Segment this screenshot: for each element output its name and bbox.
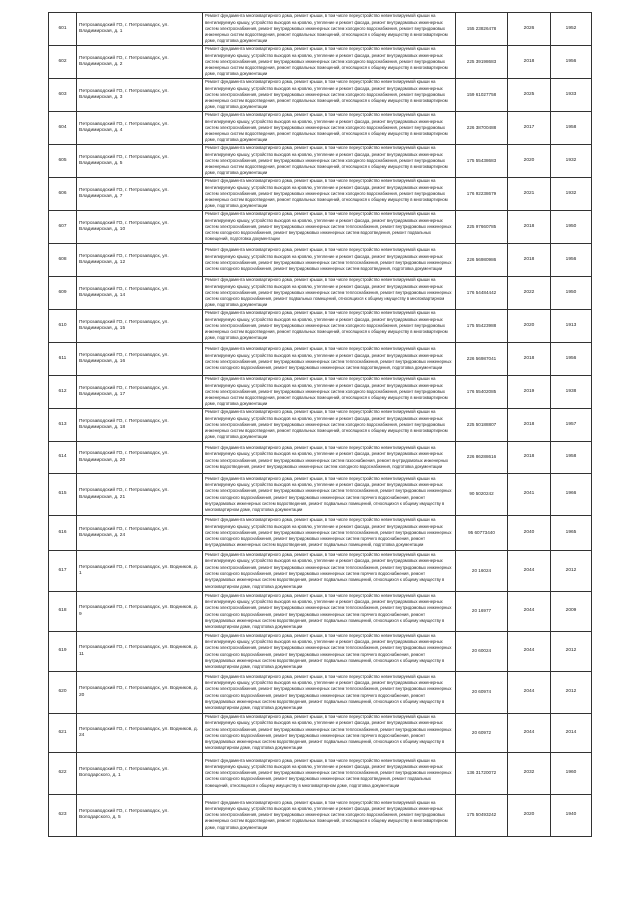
row-number: 610 bbox=[49, 310, 77, 343]
planned-year-cell: 2018 bbox=[508, 211, 551, 244]
cost-cell: 20 60972 bbox=[456, 714, 508, 753]
row-number: 618 bbox=[49, 592, 77, 632]
built-year-cell: 1965 bbox=[551, 516, 592, 551]
planned-year-cell: 2044 bbox=[508, 632, 551, 672]
planned-year-cell: 2020 bbox=[508, 145, 551, 178]
planned-year-cell: 2044 bbox=[508, 714, 551, 753]
cost-cell: 20 60024 bbox=[456, 632, 508, 672]
planned-year-cell: 2022 bbox=[508, 277, 551, 310]
works-cell: Ремонт фундамента многоквартирного дома, ремонт крыши, в том числе переустройство невентилируемой крыши на вентилируемую крышу, устройство выходов на кровлю, утепление и ремонт фасада, ремонт внутридомовых инженерных систем электроснабжения, ремонт внутридомовых инженерных систем холодного водоснабжения, ремонт внутридомовых инженерных систем водоотведения, ремонт подвальных помещений, относящихся к общему имуществу в многоквартирном доме, подготовка документации bbox=[203, 112, 456, 145]
table-row bbox=[49, 277, 592, 310]
planned-year-cell: 2044 bbox=[508, 592, 551, 632]
cost-cell: 226 86288616 bbox=[456, 442, 508, 474]
built-year-cell: 1956 bbox=[551, 244, 592, 277]
address-cell: Петрозаводский ГО, г. Петрозаводск, ул. Володарского, д. 1 bbox=[77, 752, 203, 794]
cost-cell: 175 55438683 bbox=[456, 145, 508, 178]
built-year-cell: 1952 bbox=[551, 13, 592, 46]
table-row bbox=[49, 310, 592, 343]
works-cell: Ремонт фундамента многоквартирного дома, ремонт крыши, в том числе переустройство невентилируемой крыши на вентилируемую крышу, устройство выходов на кровлю, утепление и ремонт фасада, ремонт внутридомовых инженерных систем электроснабжения, ремонт внутридомовых инженерных систем холодного водоснабжения, ремонт внутридомовых инженерных систем водоотведения, ремонт подвальных помещений, относящихся к общему имуществу в многоквартирном доме, подготовка документации bbox=[203, 794, 456, 836]
address-cell: Петрозаводский ГО, г. Петрозаводск, ул. Водников, д. 24 bbox=[77, 714, 203, 753]
cost-cell: 225 39198683 bbox=[456, 46, 508, 79]
built-year-cell: 1950 bbox=[551, 277, 592, 310]
works-cell: Ремонт фундамента многоквартирного дома, ремонт крыши, в том числе переустройство невентилируемой крыши на вентилируемую крышу, устройство выходов на кровлю, утепление и ремонт фасада, ремонт внутридомовых инженерных систем электроснабжения, ремонт внутридомовых инженерных систем теплоснабжения, ремонт внутридомовых инженерных систем холодного водоснабжения, ремонт внутридомовых инженерных систем горячего водоснабжения, ремонт внутридомовых инженерных систем водоотведения, ремонт подвальных помещений, относящихся к общему имуществу в многоквартирном доме, подготовка документации bbox=[203, 592, 456, 632]
row-number: 621 bbox=[49, 714, 77, 753]
table-row bbox=[49, 672, 592, 714]
row-number: 613 bbox=[49, 409, 77, 442]
planned-year-cell: 2044 bbox=[508, 551, 551, 592]
table-row bbox=[49, 211, 592, 244]
works-cell: Ремонт фундамента многоквартирного дома, ремонт крыши, в том числе переустройство невентилируемой крыши на вентилируемую крышу, устройство выходов на кровлю, утепление и ремонт фасада, ремонт внутридомовых инженерных систем электроснабжения, ремонт внутридомовых инженерных систем теплоснабжения, ремонт внутридомовых инженерных систем холодного водоснабжения, ремонт подвальных помещений, относящихся к общему имуществу в многоквартирном доме, подготовка документации bbox=[203, 277, 456, 310]
repair-program-table bbox=[48, 12, 592, 837]
address-cell: Петрозаводский ГО, г. Петрозаводск, ул. Владимирская, д. 4 bbox=[77, 112, 203, 145]
cost-cell: 175 50493242 bbox=[456, 794, 508, 836]
row-number: 614 bbox=[49, 442, 77, 474]
table-row bbox=[49, 442, 592, 474]
cost-cell: 225 50188807 bbox=[456, 409, 508, 442]
table-row bbox=[49, 343, 592, 376]
row-number: 604 bbox=[49, 112, 77, 145]
address-cell: Петрозаводский ГО, г. Петрозаводск, ул. Водников, д. 9 bbox=[77, 592, 203, 632]
works-cell: Ремонт фундамента многоквартирного дома, ремонт крыши, в том числе переустройство невентилируемой крыши на вентилируемую крышу, устройство выходов на кровлю, утепление и ремонт фасада, ремонт внутридомовых инженерных систем электроснабжения, ремонт внутридомовых инженерных систем холодного водоснабжения, ремонт внутридомовых инженерных систем водоотведения, ремонт подвальных помещений, относящихся к общему имуществу в многоквартирном доме, подготовка документации bbox=[203, 376, 456, 409]
works-cell: Ремонт фундамента многоквартирного дома, ремонт крыши, в том числе переустройство невентилируемой крыши на вентилируемую крышу, устройство выходов на кровлю, утепление и ремонт фасада, ремонт внутридомовых инженерных систем электроснабжения, ремонт внутридомовых инженерных систем теплоснабжения, ремонт внутридомовых инженерных систем холодного водоснабжения, ремонт внутридомовых инженерных систем горячего водоснабжения, ремонт внутридомовых инженерных систем водоотведения, ремонт подвальных помещений, относящихся к общему имуществу в многоквартирном доме, подготовка документации bbox=[203, 672, 456, 714]
table-row bbox=[49, 376, 592, 409]
cost-cell: 176 55402085 bbox=[456, 376, 508, 409]
works-cell: Ремонт фундамента многоквартирного дома, ремонт крыши, в том числе переустройство невентилируемой крыши на вентилируемую крышу, устройство выходов на кровлю, утепление и ремонт фасада, ремонт внутридомовых инженерных систем электроснабжения, ремонт внутридомовых инженерных систем холодного водоснабжения, ремонт внутридомовых инженерных систем водоотведения, ремонт подвальных помещений, относящихся к общему имуществу в многоквартирном доме, подготовка документации bbox=[203, 409, 456, 442]
works-cell: Ремонт фундамента многоквартирного дома, ремонт крыши, в том числе переустройство невентилируемой крыши на вентилируемую крышу, устройство выходов на кровлю, утепление и ремонт фасада, ремонт внутридомовых инженерных систем электроснабжения, ремонт внутридомовых инженерных систем теплоснабжения, ремонт внутридомовых инженерных систем холодного водоснабжения, ремонт внутридомовых инженерных систем горячего водоснабжения, ремонт внутридомовых инженерных систем водоотведения, ремонт подвальных помещений, относящихся к общему имуществу в многоквартирном доме, подготовка документации bbox=[203, 632, 456, 672]
cost-cell: 175 55423988 bbox=[456, 310, 508, 343]
planned-year-cell: 2018 bbox=[508, 409, 551, 442]
built-year-cell: 1940 bbox=[551, 794, 592, 836]
table-row bbox=[49, 714, 592, 753]
address-cell: Петрозаводский ГО, г. Петрозаводск, ул. Водников, д. 11 bbox=[77, 632, 203, 672]
cost-cell: 20 16977 bbox=[456, 592, 508, 632]
planned-year-cell: 2026 bbox=[508, 13, 551, 46]
table-row bbox=[49, 178, 592, 211]
address-cell: Петрозаводский ГО, г. Петрозаводск, ул. Владимирская, д. 5 bbox=[77, 145, 203, 178]
built-year-cell: 1950 bbox=[551, 211, 592, 244]
table-row bbox=[49, 244, 592, 277]
planned-year-cell: 2020 bbox=[508, 310, 551, 343]
planned-year-cell: 2044 bbox=[508, 672, 551, 714]
built-year-cell: 1958 bbox=[551, 442, 592, 474]
works-cell: Ремонт фундамента многоквартирного дома, ремонт крыши, в том числе переустройство невентилируемой крыши на вентилируемую крышу, устройство выходов на кровлю, утепление и ремонт фасада, ремонт внутридомовых инженерных систем электроснабжения, ремонт внутридомовых инженерных систем теплоснабжения, ремонт внутридомовых инженерных систем холодного водоснабжения, ремонт внутридомовых инженерных систем водоотведения, подготовка документации bbox=[203, 244, 456, 277]
address-cell: Петрозаводский ГО, г. Петрозаводск, ул. Владимирская, д. 2 bbox=[77, 46, 203, 79]
table-row bbox=[49, 632, 592, 672]
address-cell: Петрозаводский ГО, г. Петрозаводск, ул. Владимирская, д. 18 bbox=[77, 409, 203, 442]
row-number: 619 bbox=[49, 632, 77, 672]
table-row bbox=[49, 752, 592, 794]
row-number: 617 bbox=[49, 551, 77, 592]
works-cell: Ремонт фундамента многоквартирного дома, ремонт крыши, в том числе переустройство невентилируемой крыши на вентилируемую крышу, устройство выходов на кровлю, утепление и ремонт фасада, ремонт внутридомовых инженерных систем электроснабжения, ремонт внутридомовых инженерных систем газоснабжения, ремонт внутридомовых инженерных систем водоотведения, ремонт внутридомовых инженерных систем холодного водоснабжения, подготовка документации bbox=[203, 442, 456, 474]
planned-year-cell: 2019 bbox=[508, 376, 551, 409]
address-cell: Петрозаводский ГО, г. Петрозаводск, ул. Владимирская, д. 7 bbox=[77, 178, 203, 211]
planned-year-cell: 2018 bbox=[508, 46, 551, 79]
works-cell: Ремонт фундамента многоквартирного дома, ремонт крыши, в том числе переустройство невентилируемой крыши на вентилируемую крышу, устройство выходов на кровлю, утепление и ремонт фасада, ремонт внутридомовых инженерных систем электроснабжения, ремонт внутридомовых инженерных систем теплоснабжения, ремонт внутридомовых инженерных систем холодного водоснабжения, ремонт внутридомовых инженерных систем горячего водоснабжения, ремонт внутридомовых инженерных систем водоотведения, ремонт подвальных помещений, относящихся к общему имуществу в многоквартирном доме, подготовка документации bbox=[203, 714, 456, 753]
planned-year-cell: 2018 bbox=[508, 343, 551, 376]
cost-cell: 226 56987041 bbox=[456, 343, 508, 376]
works-cell: Ремонт фундамента многоквартирного дома, ремонт крыши, в том числе переустройство невентилируемой крыши на вентилируемую крышу, устройство выходов на кровлю, утепление и ремонт фасада, ремонт внутридомовых инженерных систем электроснабжения, ремонт внутридомовых инженерных систем холодного водоснабжения, ремонт внутридомовых инженерных систем водоотведения, ремонт подвальных помещений, относящихся к общему имуществу в многоквартирном доме, подготовка документации bbox=[203, 178, 456, 211]
address-cell: Петрозаводский ГО, г. Петрозаводск, ул. Владимирская, д. 17 bbox=[77, 376, 203, 409]
cost-cell: 159 61027758 bbox=[456, 79, 508, 112]
built-year-cell: 1956 bbox=[551, 343, 592, 376]
row-number: 601 bbox=[49, 13, 77, 46]
table-row bbox=[49, 551, 592, 592]
address-cell: Петрозаводский ГО, г. Петрозаводск, ул. Владимирская, д. 10 bbox=[77, 211, 203, 244]
row-number: 611 bbox=[49, 343, 77, 376]
works-cell: Ремонт фундамента многоквартирного дома, ремонт крыши, в том числе переустройство невентилируемой крыши на вентилируемую крышу, устройство выходов на кровлю, утепление и ремонт фасада, ремонт внутридомовых инженерных систем электроснабжения, ремонт внутридомовых инженерных систем холодного водоснабжения, ремонт внутридомовых инженерных систем водоотведения, ремонт подвальных помещений, относящихся к общему имуществу в многоквартирном доме, подготовка документации bbox=[203, 310, 456, 343]
built-year-cell: 1932 bbox=[551, 145, 592, 178]
address-cell: Петрозаводский ГО, г. Петрозаводск, ул. Владимирская, д. 20 bbox=[77, 442, 203, 474]
cost-cell: 226 38700488 bbox=[456, 112, 508, 145]
built-year-cell: 1966 bbox=[551, 474, 592, 516]
cost-cell: 95 60773440 bbox=[456, 516, 508, 551]
table-row bbox=[49, 794, 592, 836]
row-number: 606 bbox=[49, 178, 77, 211]
built-year-cell: 1932 bbox=[551, 178, 592, 211]
cost-cell: 176 54484442 bbox=[456, 277, 508, 310]
built-year-cell: 2014 bbox=[551, 714, 592, 753]
address-cell: Петрозаводский ГО, г. Петрозаводск, ул. Водников, д. 20 bbox=[77, 672, 203, 714]
row-number: 620 bbox=[49, 672, 77, 714]
planned-year-cell: 2040 bbox=[508, 516, 551, 551]
table-row bbox=[49, 592, 592, 632]
row-number: 622 bbox=[49, 752, 77, 794]
built-year-cell: 2012 bbox=[551, 672, 592, 714]
table-row bbox=[49, 409, 592, 442]
cost-cell: 20 16024 bbox=[456, 551, 508, 592]
works-cell: Ремонт фундамента многоквартирного дома, ремонт крыши, в том числе переустройство невентилируемой крыши на вентилируемую крышу, устройство выходов на кровлю, утепление и ремонт фасада, ремонт внутридомовых инженерных систем электроснабжения, ремонт внутридомовых инженерных систем теплоснабжения, ремонт внутридомовых инженерных систем холодного водоснабжения, ремонт внутридомовых инженерных систем водоотведения, ремонт подвальных помещений, подготовка документации bbox=[203, 211, 456, 244]
works-cell: Ремонт фундамента многоквартирного дома, ремонт крыши, в том числе переустройство невентилируемой крыши на вентилируемую крышу, устройство выходов на кровлю, утепление и ремонт фасада, ремонт внутридомовых инженерных систем электроснабжения, ремонт внутридомовых инженерных систем холодного водоснабжения, ремонт внутридомовых инженерных систем водоотведения, ремонт подвальных помещений, относящихся к общему имуществу в многоквартирном доме, подготовка документации bbox=[203, 79, 456, 112]
works-cell: Ремонт фундамента многоквартирного дома, ремонт крыши, в том числе переустройство невентилируемой крыши на вентилируемую крышу, устройство выходов на кровлю, утепление и ремонт фасада, ремонт внутридомовых инженерных систем электроснабжения, ремонт внутридомовых инженерных систем холодного водоснабжения, ремонт внутридомовых инженерных систем водоотведения, ремонт подвальных помещений, относящихся к общему имуществу в многоквартирном доме, подготовка документации bbox=[203, 46, 456, 79]
address-cell: Петрозаводский ГО, г. Петрозаводск, ул. Владимирская, д. 1 bbox=[77, 13, 203, 46]
row-number: 608 bbox=[49, 244, 77, 277]
built-year-cell: 1957 bbox=[551, 409, 592, 442]
address-cell: Петрозаводский ГО, г. Петрозаводск, ул. Владимирская, д. 15 bbox=[77, 310, 203, 343]
cost-cell: 155 23826478 bbox=[456, 13, 508, 46]
table-body bbox=[49, 13, 592, 837]
table-row bbox=[49, 112, 592, 145]
works-cell: Ремонт фундамента многоквартирного дома, ремонт крыши, в том числе переустройство невентилируемой крыши на вентилируемую крышу, устройство выходов на кровлю, утепление и ремонт фасада, ремонт внутридомовых инженерных систем электроснабжения, ремонт внутридомовых инженерных систем холодного водоснабжения, ремонт внутридомовых инженерных систем водоотведения, ремонт подвальных помещений, относящихся к общему имуществу в многоквартирном доме, подготовка документации bbox=[203, 145, 456, 178]
works-cell: Ремонт фундамента многоквартирного дома, ремонт крыши, в том числе переустройство невентилируемой крыши на вентилируемую крышу, устройство выходов на кровлю, утепление и ремонт фасада, ремонт внутридомовых инженерных систем электроснабжения, ремонт внутридомовых инженерных систем теплоснабжения, ремонт внутридомовых инженерных систем холодного водоснабжения, ремонт внутридомовых инженерных систем горячего водоснабжения, ремонт внутридомовых инженерных систем водоотведения, ремонт подвальных помещений, относящихся к общему имуществу в многоквартирном доме, подготовка документации bbox=[203, 551, 456, 592]
cost-cell: 226 56980986 bbox=[456, 244, 508, 277]
row-number: 607 bbox=[49, 211, 77, 244]
built-year-cell: 2009 bbox=[551, 592, 592, 632]
built-year-cell: 1933 bbox=[551, 79, 592, 112]
table-row bbox=[49, 79, 592, 112]
planned-year-cell: 2018 bbox=[508, 244, 551, 277]
cost-cell: 225 97660785 bbox=[456, 211, 508, 244]
works-cell: Ремонт фундамента многоквартирного дома, ремонт крыши, в том числе переустройство невентилируемой крыши на вентилируемую крышу, устройство выходов на кровлю, утепление и ремонт фасада, ремонт внутридомовых инженерных систем электроснабжения, ремонт внутридомовых инженерных систем теплоснабжения, ремонт внутридомовых инженерных систем холодного водоснабжения, ремонт внутридомовых инженерных систем горячего водоснабжения, ремонт внутридомовых инженерных систем водоотведения, ремонт подвальных помещений, относящихся к общему имуществу в многоквартирном доме, подготовка документации bbox=[203, 474, 456, 516]
works-cell: Ремонт фундамента многоквартирного дома, ремонт крыши, в том числе переустройство невентилируемой крыши на вентилируемую крышу, устройство выходов на кровлю, утепление и ремонт фасада, ремонт внутридомовых инженерных систем электроснабжения, ремонт внутридомовых инженерных систем холодного водоснабжения, ремонт внутридомовых инженерных систем водоотведения, ремонт подвальных помещений, относящихся к общему имуществу в многоквартирном доме, подготовка документации bbox=[203, 13, 456, 46]
table-row bbox=[49, 516, 592, 551]
works-cell: Ремонт фундамента многоквартирного дома, ремонт крыши, в том числе переустройство невентилируемой крыши на вентилируемую крышу, устройство выходов на кровлю, утепление и ремонт фасада, ремонт внутридомовых инженерных систем электроснабжения, ремонт внутридомовых инженерных систем теплоснабжения, ремонт внутридомовых инженерных систем холодного водоснабжения, ремонт внутридомовых инженерных систем водоотведения, ремонт подвальных помещений, относящихся к общему имуществу в многоквартирном доме, подготовка документации bbox=[203, 752, 456, 794]
cost-cell: 136 31720072 bbox=[456, 752, 508, 794]
table-row bbox=[49, 145, 592, 178]
built-year-cell: 1913 bbox=[551, 310, 592, 343]
address-cell: Петрозаводский ГО, г. Петрозаводск, ул. Владимирская, д. 21 bbox=[77, 474, 203, 516]
document-page bbox=[48, 12, 591, 837]
planned-year-cell: 2017 bbox=[508, 112, 551, 145]
address-cell: Петрозаводский ГО, г. Петрозаводск, ул. Владимирская, д. 16 bbox=[77, 343, 203, 376]
row-number: 615 bbox=[49, 474, 77, 516]
row-number: 602 bbox=[49, 46, 77, 79]
cost-cell: 176 92238679 bbox=[456, 178, 508, 211]
address-cell: Петрозаводский ГО, г. Петрозаводск, ул. Владимирская, д. 3 bbox=[77, 79, 203, 112]
row-number: 623 bbox=[49, 794, 77, 836]
table-row bbox=[49, 46, 592, 79]
cost-cell: 20 60974 bbox=[456, 672, 508, 714]
works-cell: Ремонт фундамента многоквартирного дома, ремонт крыши, в том числе переустройство невентилируемой крыши на вентилируемую крышу, устройство выходов на кровлю, утепление и ремонт фасада, ремонт внутридомовых инженерных систем электроснабжения, ремонт внутридомовых инженерных систем теплоснабжения, ремонт внутридомовых инженерных систем холодного водоснабжения, ремонт внутридомовых инженерных систем горячего водоснабжения, ремонт внутридомовых инженерных систем водоотведения, ремонт подвальных помещений, подготовка документации bbox=[203, 516, 456, 551]
row-number: 612 bbox=[49, 376, 77, 409]
built-year-cell: 1960 bbox=[551, 752, 592, 794]
planned-year-cell: 2032 bbox=[508, 752, 551, 794]
cost-cell: 90 5020242 bbox=[456, 474, 508, 516]
planned-year-cell: 2020 bbox=[508, 794, 551, 836]
built-year-cell: 1958 bbox=[551, 112, 592, 145]
planned-year-cell: 2018 bbox=[508, 442, 551, 474]
works-cell: Ремонт фундамента многоквартирного дома, ремонт крыши, в том числе переустройство невентилируемой крыши на вентилируемую крышу, устройство выходов на кровлю, утепление и ремонт фасада, ремонт внутридомовых инженерных систем электроснабжения, ремонт внутридомовых инженерных систем теплоснабжения, ремонт внутридомовых инженерных систем холодного водоснабжения, ремонт внутридомовых инженерных систем водоотведения, подготовка документации bbox=[203, 343, 456, 376]
table-row bbox=[49, 13, 592, 46]
address-cell: Петрозаводский ГО, г. Петрозаводск, ул. Владимирская, д. 14 bbox=[77, 277, 203, 310]
built-year-cell: 1938 bbox=[551, 376, 592, 409]
built-year-cell: 1956 bbox=[551, 46, 592, 79]
address-cell: Петрозаводский ГО, г. Петрозаводск, ул. Владимирская, д. 12 bbox=[77, 244, 203, 277]
built-year-cell: 2012 bbox=[551, 632, 592, 672]
planned-year-cell: 2041 bbox=[508, 474, 551, 516]
address-cell: Петрозаводский ГО, г. Петрозаводск, ул. Водников, д. 1 bbox=[77, 551, 203, 592]
planned-year-cell: 2025 bbox=[508, 79, 551, 112]
row-number: 603 bbox=[49, 79, 77, 112]
built-year-cell: 2012 bbox=[551, 551, 592, 592]
row-number: 609 bbox=[49, 277, 77, 310]
address-cell: Петрозаводский ГО, г. Петрозаводск, ул. Володарского, д. 5 bbox=[77, 794, 203, 836]
planned-year-cell: 2021 bbox=[508, 178, 551, 211]
table-row bbox=[49, 474, 592, 516]
row-number: 616 bbox=[49, 516, 77, 551]
address-cell: Петрозаводский ГО, г. Петрозаводск, ул. Владимирская, д. 24 bbox=[77, 516, 203, 551]
row-number: 605 bbox=[49, 145, 77, 178]
